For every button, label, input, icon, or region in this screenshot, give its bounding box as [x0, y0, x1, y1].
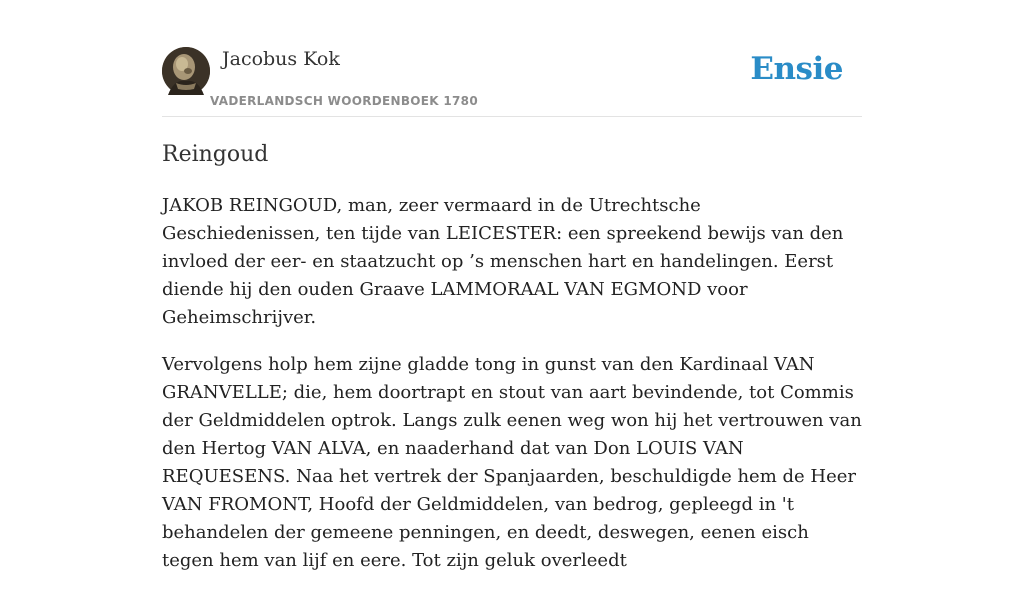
author-name[interactable]: Jacobus Kok: [222, 48, 340, 70]
article-header: [162, 46, 862, 117]
author-avatar[interactable]: [162, 47, 210, 95]
source-name[interactable]: VADERLANDSCH WOORDENBOEK 1780: [210, 94, 478, 108]
article-paragraph: JAKOB REINGOUD, man, zeer vermaard in de Utrechtsche Geschiedenissen, ten tijde van LEICESTER: een spreekend bewijs van den invloed der eer- en staatzucht op ’s menschen hart en handelingen. Eerst diende hij den ouden Graave LAMMORAAL VAN EGMOND voor Geheimschrijver.: [162, 195, 844, 328]
article-title: Reingoud: [162, 142, 269, 167]
portrait-icon: [162, 47, 210, 95]
article-body: [162, 192, 862, 594]
brand-logo[interactable]: Ensie: [750, 51, 843, 87]
article-paragraph: Vervolgens holp hem zijne gladde tong in gunst van den Kardinaal VAN GRANVELLE; die, hem doortrapt en stout van aart bevindende, tot Commis der Geldmiddelen optrok. Langs zulk eenen weg won hij het vertrouwen van den Hertog VAN ALVA, en naaderhand dat van Don LOUIS VAN REQUESENS. Naa het vertrek der Spanjaarden, beschuldigde hem de Heer VAN FROMONT, Hoofd der Geldmiddelen, van bedrog, gepleegd in 't behandelen der gemeene penningen, en deedt, deswegen, eenen eisch tegen hem van lijf en eere. Tot zijn geluk overleedt: [162, 354, 862, 571]
